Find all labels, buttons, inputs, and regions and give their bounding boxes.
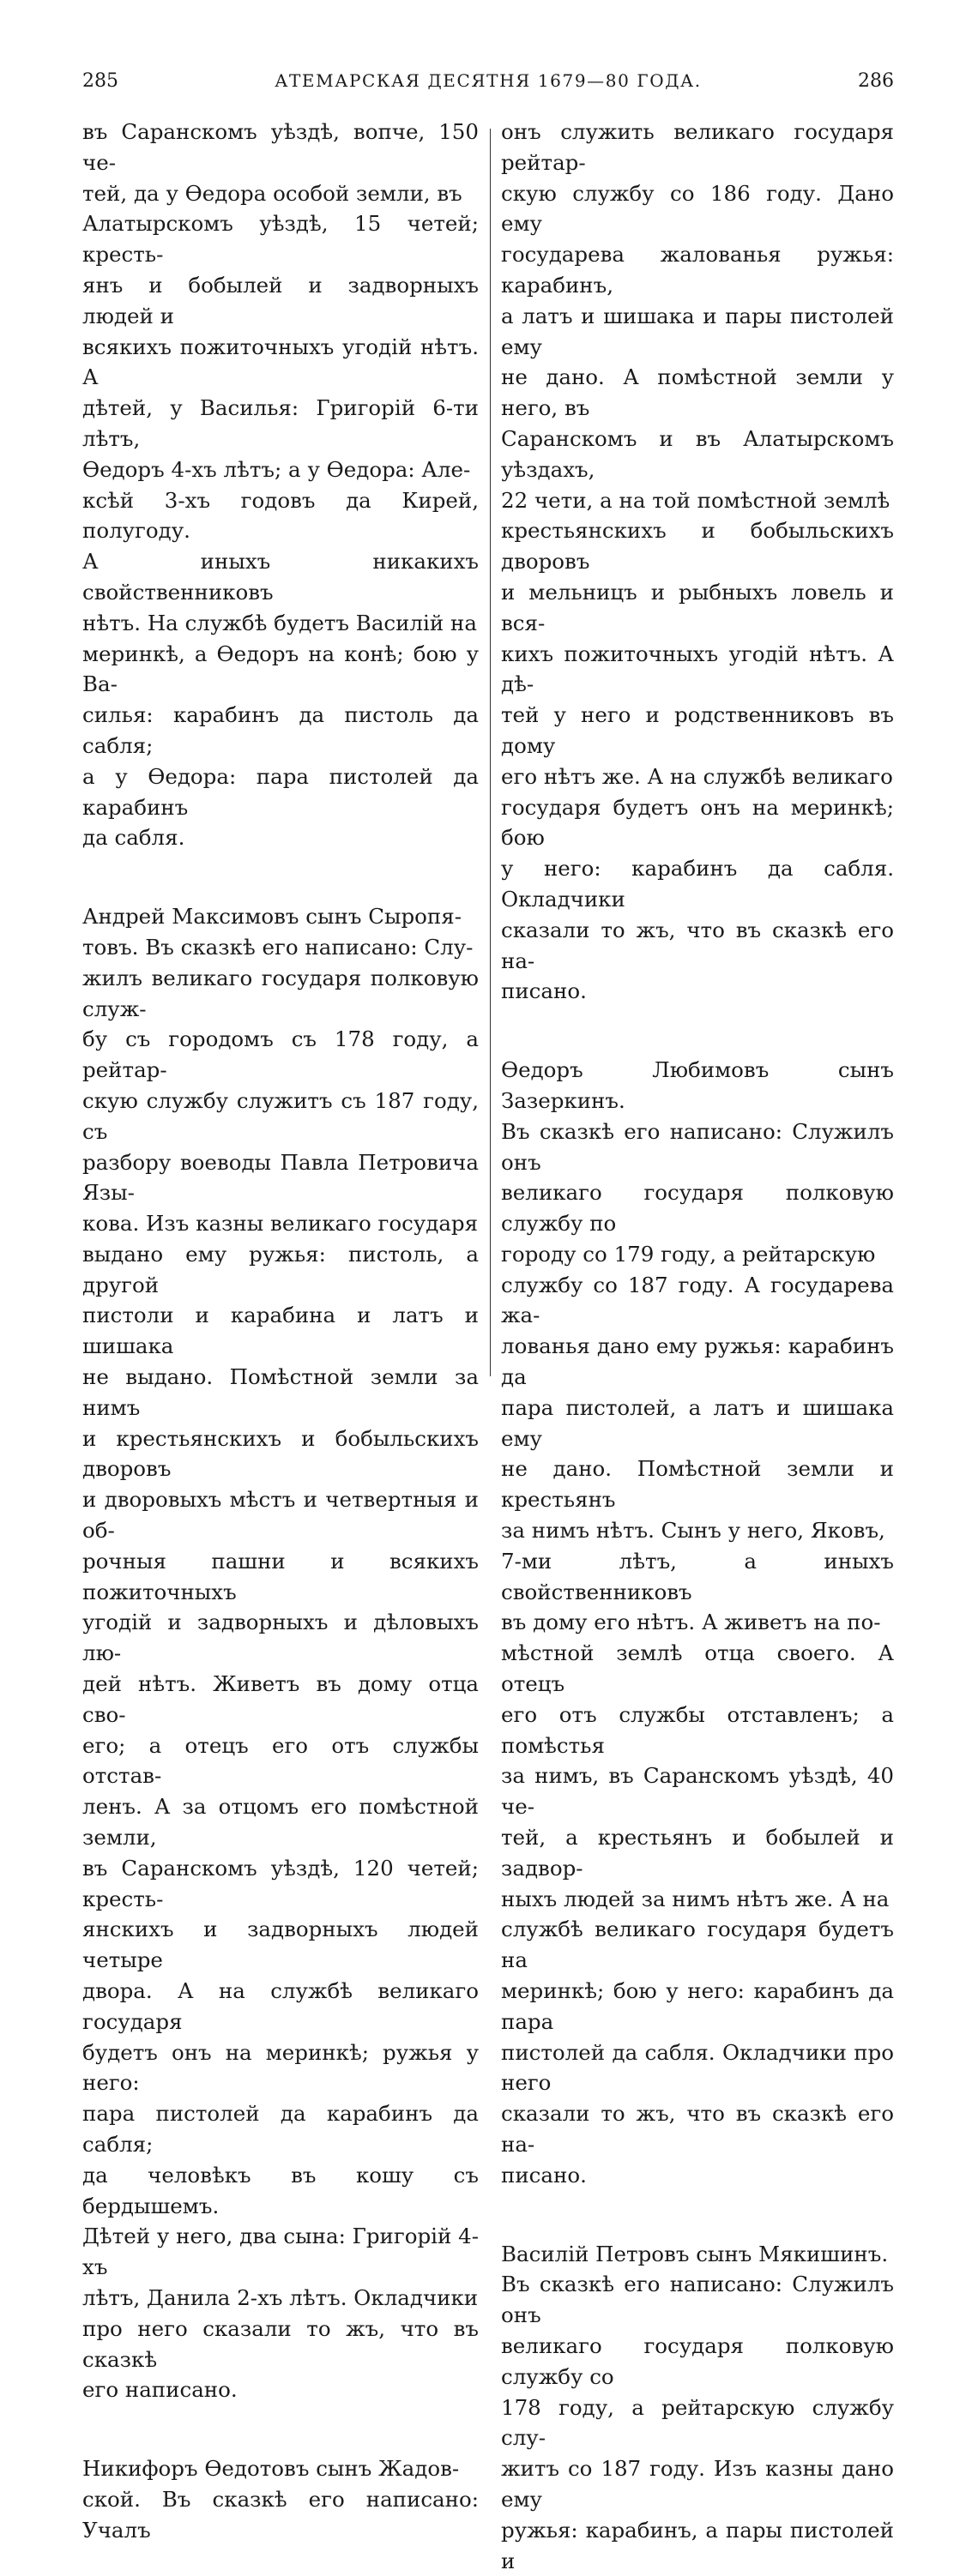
column-divider [490,129,491,1376]
page-number-right: 286 [858,70,894,92]
left-column [82,117,479,2546]
paragraph-left-2: Андрей Максимовъ сынъ Сыропя- товъ. Въ сказкѣ его написано: Слу- жилъ великаго государя полковую служ- бу съ городомъ съ 178 году, а рейтар- скую службу служитъ съ 187 году, съ разбору воеводы Павла Петровича Язы- кова. Изъ казны великаго государя выдано ему ружья: пистоль, а другой пистоли и карабина и латъ и шишака не выдано. Помѣстной земли за нимъ и крестьянскихъ и бобыльскихъ дворовъ и дворовыхъ мѣстъ и четвертныя и об- рочныя пашни и всякихъ пожиточныхъ угодій и задворныхъ и дѣловыхъ лю- дей нѣтъ. Живетъ въ дому отца сво- его; а отецъ его отъ службы отстав- ленъ. А за отцомъ его помѣстной земли, въ Саранскомъ уѣздѣ, 120 четей; кресть- янскихъ и задворныхъ людей четыре двора. А на службѣ великаго государя будетъ онъ на меринкѣ; ружья у него: пара пистолей да карабинъ да сабля; да человѣкъ въ кошу съ бердышемъ. Дѣтей у него, два сына: Григорій 4-хъ лѣтъ, Данила 2-хъ лѣтъ. Окладчики про него сказали то жъ, что въ сказкѣ его написано. [82,904,479,2403]
paragraph-left-3: Никифоръ Ѳедотовъ сынъ Жадов- ской. Въ сказкѣ его написано: Учалъ [82,2456,479,2543]
paragraph-left-1: въ Саранскомъ уѣздѣ, вопче, 150 че- тей, да у Ѳедора особой земли, въ Алатырскомъ уѣздѣ, 15 четей; кресть- янъ и бобылей и задворныхъ людей и всякихъ пожиточныхъ угодій нѣтъ. А дѣтей, у Василья: Григорій 6-ти лѣтъ, Ѳедоръ 4-хъ лѣтъ; а у Ѳедора: Але- ксѣй 3-хъ годовъ да Кирей, полугоду. А иныхъ никакихъ свойственниковъ нѣтъ. На службѣ будетъ Василій на меринкѣ, а Ѳедоръ на конѣ; бою у Ва- силья: карабинъ да пистоль да сабля; а у Ѳедора: пара пистолей да карабинъ да сабля. [82,119,479,851]
paragraph-gap [82,853,479,901]
paragraph-right-1: онъ служить великаго государя рейтар- скую службу со 186 году. Дано ему государева жалованья ружья: карабинъ, а латъ и шишака и пары пистолей ему не дано. А помѣстной земли у него, въ Саранскомъ и въ Алатырскомъ уѣздахъ, 22 чети, а на той помѣстной землѣ крестьянскихъ и бобыльскихъ дворовъ и мельницъ и рыбныхъ ловель и вся- кихъ пожиточныхъ угодій нѣтъ. А дѣ- тей у него и родственниковъ въ дому его нѣтъ же. А на службѣ великаго государя будетъ онъ на меринкѣ; бою у него: карабинъ да сабля. Окладчики сказали то жъ, что въ сказкѣ его на- писано. [501,119,894,1004]
paragraph-right-2: Ѳедоръ Любимовъ сынъ Зазеркинъ. Въ сказкѣ его написано: Служилъ онъ великаго государя полковую службу по городу со 179 году, а рейтарскую службу со 187 году. А государева жа- лованья дано ему ружья: карабинъ да пара пистолей, а латъ и шишака ему не дано. Помѣстной земли и крестьянъ за нимъ нѣтъ. Сынъ у него, Яковъ, 7-ми лѣтъ, а иныхъ свойственниковъ въ дому его нѣтъ. А живетъ на по- мѣстной землѣ отца своего. А отецъ его отъ службы отставленъ; а помѣстья за нимъ, въ Саранскомъ уѣздѣ, 40 че- тей, а крестьянъ и бобылей и задвор- ныхъ людей за нимъ нѣтъ же. А на службѣ великаго государя будетъ на меринкѣ; бою у него: карабинъ да пара пистолей да сабля. Окладчики про него сказали то жъ, что въ сказкѣ его на- писано. [501,1057,894,2188]
running-header [82,70,894,101]
paragraph-gap [82,2405,479,2453]
running-title: АТЕМАРСКАЯ ДЕСЯТНЯ 1679—80 ГОДА. [275,70,702,91]
paragraph-gap [501,1007,894,1055]
page-number-left: 285 [82,70,118,92]
paragraph-right-3: Василій Петровъ сынъ Мякишинъ. Въ сказкѣ его написано: Служилъ онъ великаго государя полковую службу со 178 году, а рейтарскую службу слу- житъ со 187 году. Изъ казны дано ему ружья: карабинъ, а пары пистолей и [501,2241,894,2573]
paragraph-gap [501,2191,894,2239]
right-column [501,117,894,2576]
